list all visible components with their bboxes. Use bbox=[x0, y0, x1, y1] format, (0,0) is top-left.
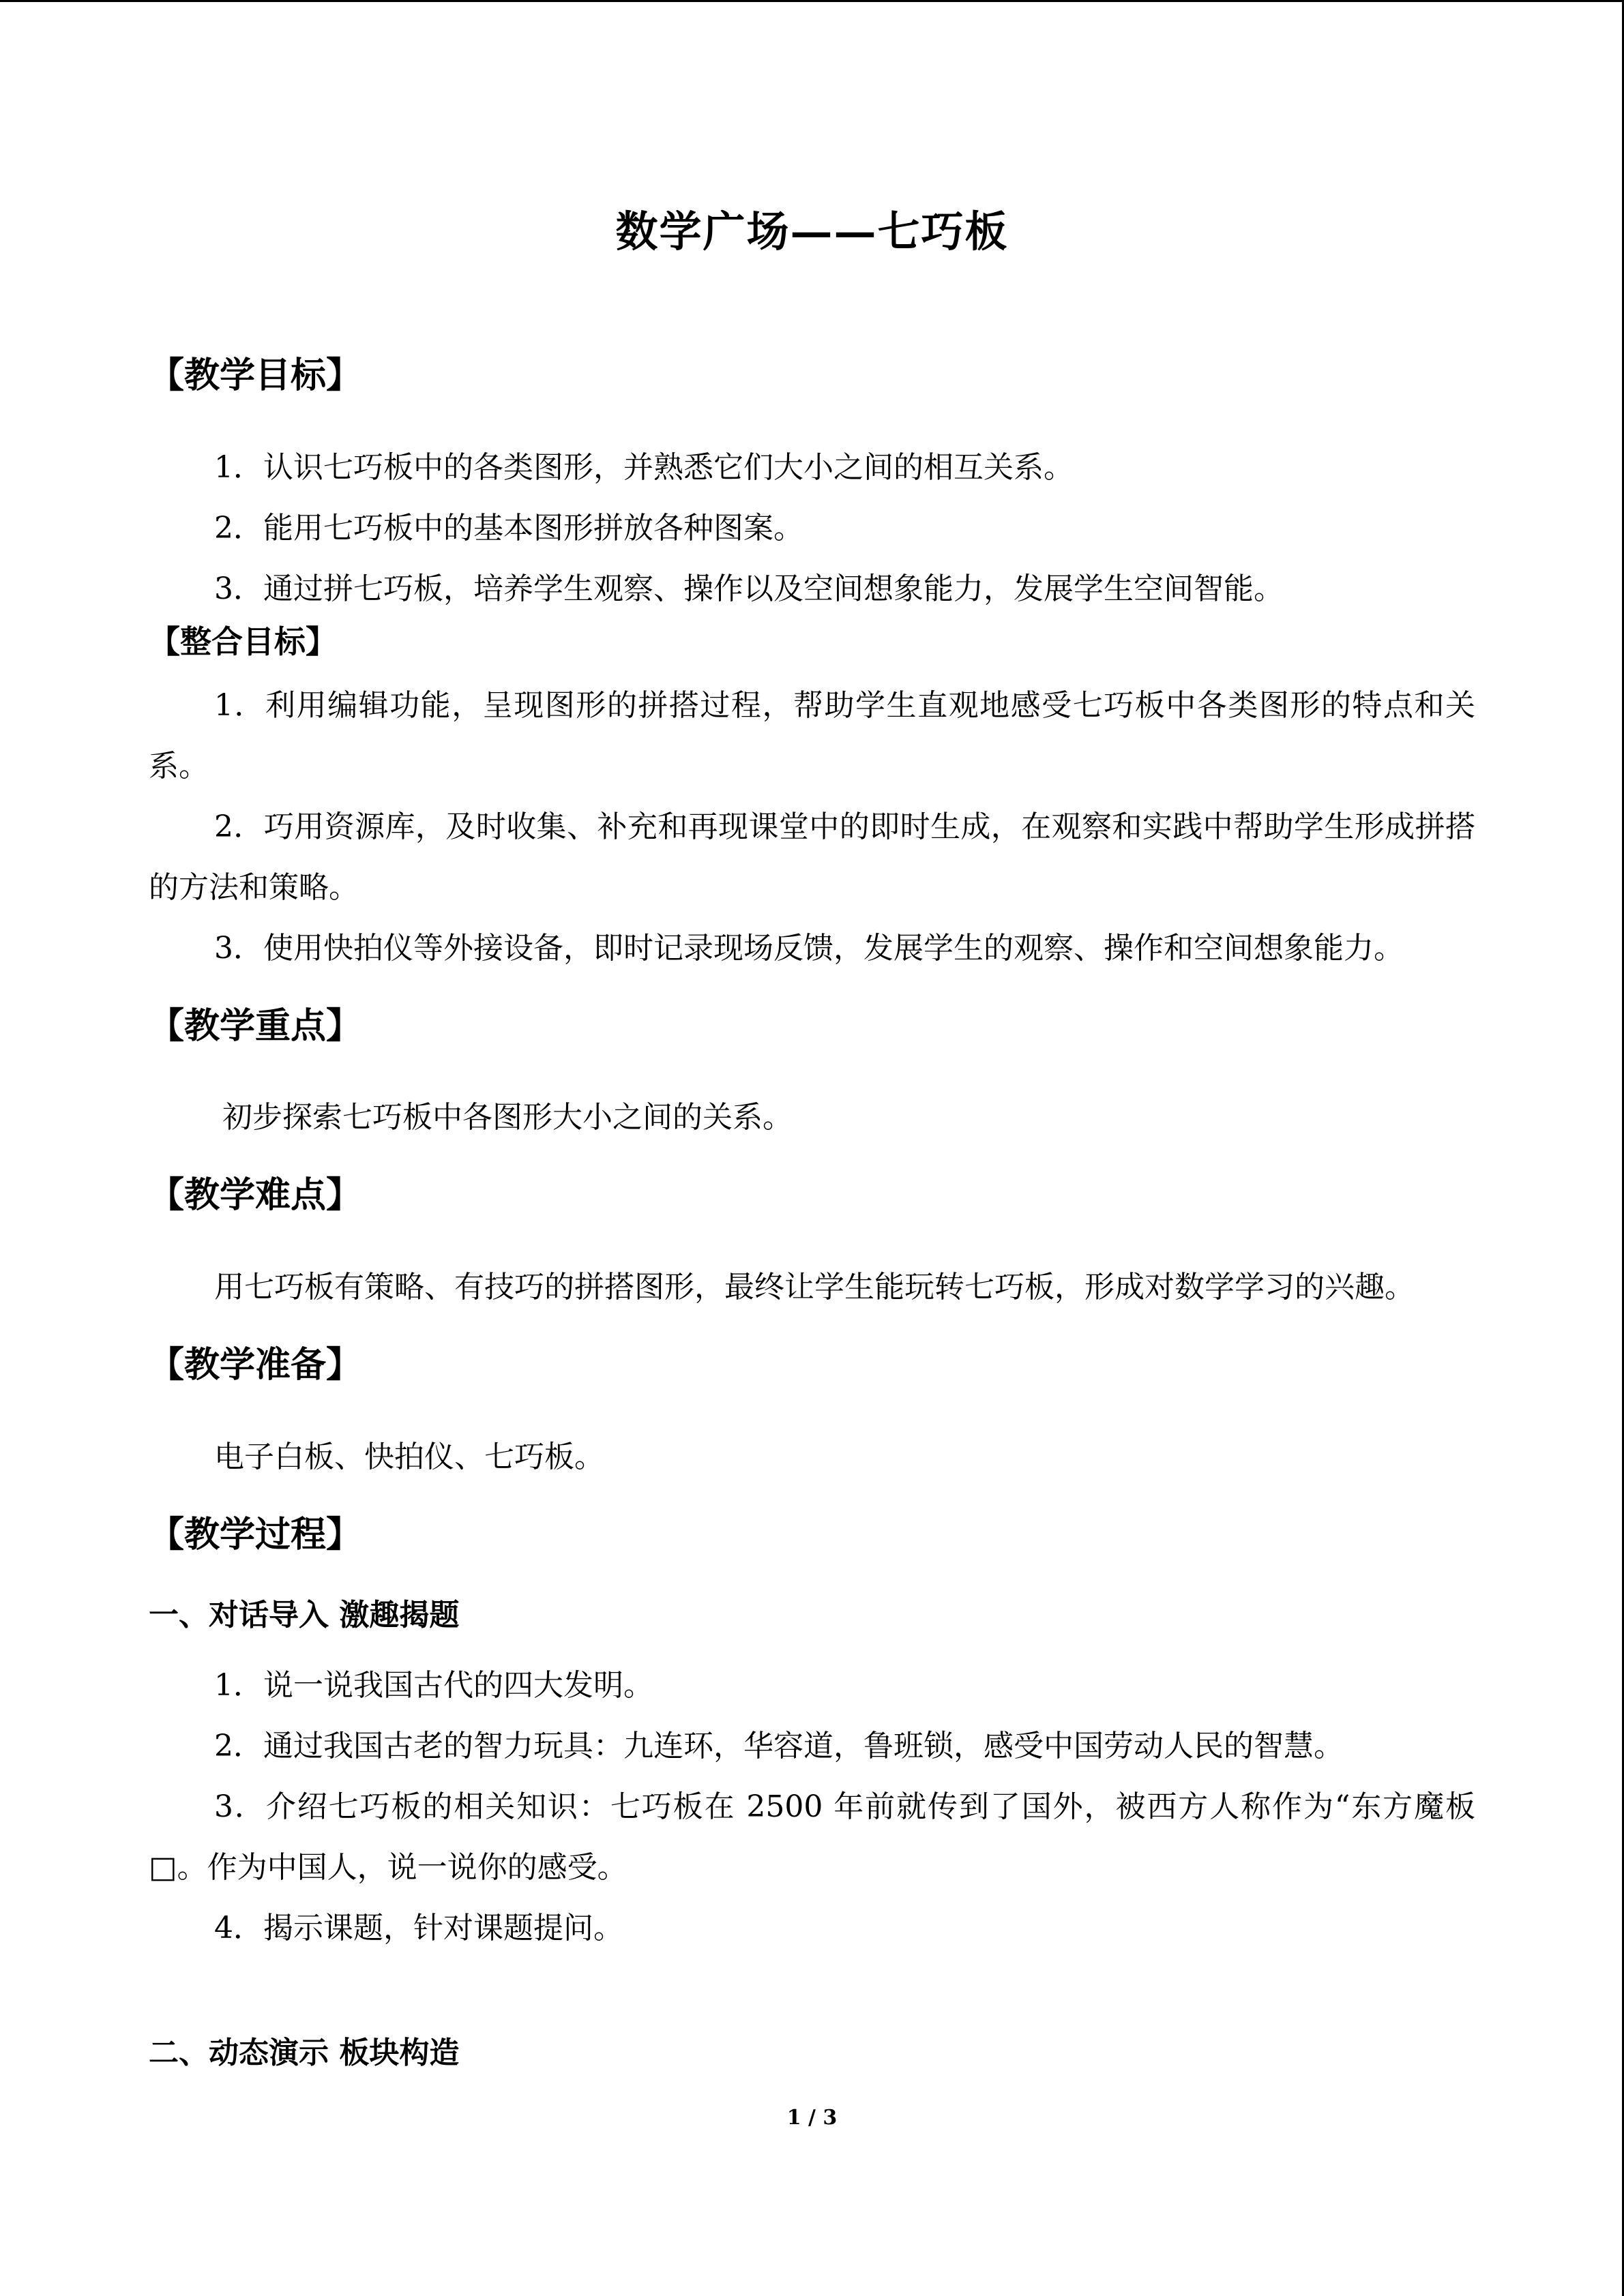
document-body bbox=[149, 207, 1475, 2093]
process-item: 4．揭示课题，针对课题提问。 bbox=[214, 1911, 623, 1946]
integration-item: 2．巧用资源库，及时收集、补充和再现课堂中的即时生成，在观察和实践中帮助学生形成拼搭的方法和策略。 bbox=[149, 809, 1475, 905]
heading-process: 【教学过程】 bbox=[149, 1513, 362, 1555]
process-item: 3．介绍七巧板的相关知识：七巧板在 2500 年前就传到了国外，被西方人称作为“东方魔板□。作为中国人，说一说你的感受。 bbox=[149, 1789, 1475, 1885]
integration-item: 3．使用快拍仪等外接设备，即时记录现场反馈，发展学生的观察、操作和空间想象能力。 bbox=[214, 930, 1404, 966]
heading-difficulty: 【教学难点】 bbox=[149, 1174, 362, 1217]
heading-integration-goals: 【整合目标】 bbox=[149, 623, 337, 660]
integration-item: 1．利用编辑功能，呈现图形的拼搭过程，帮助学生直观地感受七巧板中各类图形的特点和关系。 bbox=[149, 687, 1475, 784]
heading-key-point: 【教学重点】 bbox=[149, 1004, 362, 1047]
process-part2-heading: 二、动态演示 板块构造 bbox=[149, 2036, 460, 2071]
goal-item: 2．能用七巧板中的基本图形拼放各种图案。 bbox=[214, 510, 803, 546]
goal-item: 1．认识七巧板中的各类图形，并熟悉它们大小之间的相互关系。 bbox=[214, 449, 1074, 485]
difficulty-text: 用七巧板有策略、有技巧的拼搭图形，最终让学生能玩转七巧板，形成对数学学习的兴趣。 bbox=[214, 1269, 1415, 1304]
page-number: 1 / 3 bbox=[786, 2106, 838, 2130]
goal-item: 3．通过拼七巧板，培养学生观察、操作以及空间想象能力，发展学生空间智能。 bbox=[214, 571, 1284, 606]
heading-teaching-goals: 【教学目标】 bbox=[149, 355, 362, 397]
heading-preparation: 【教学准备】 bbox=[149, 1343, 362, 1386]
preparation-text: 电子白板、快拍仪、七巧板。 bbox=[214, 1439, 604, 1474]
page-title: 数学广场——七巧板 bbox=[615, 207, 1009, 256]
process-item: 1．说一说我国古代的四大发明。 bbox=[214, 1668, 653, 1703]
process-part1-heading: 一、对话导入 激趣揭题 bbox=[149, 1598, 460, 1633]
process-item: 2．通过我国古老的智力玩具：九连环，华容道，鲁班锁，感受中国劳动人民的智慧。 bbox=[214, 1729, 1344, 1764]
key-point-text: 初步探索七巧板中各图形大小之间的关系。 bbox=[222, 1100, 793, 1135]
